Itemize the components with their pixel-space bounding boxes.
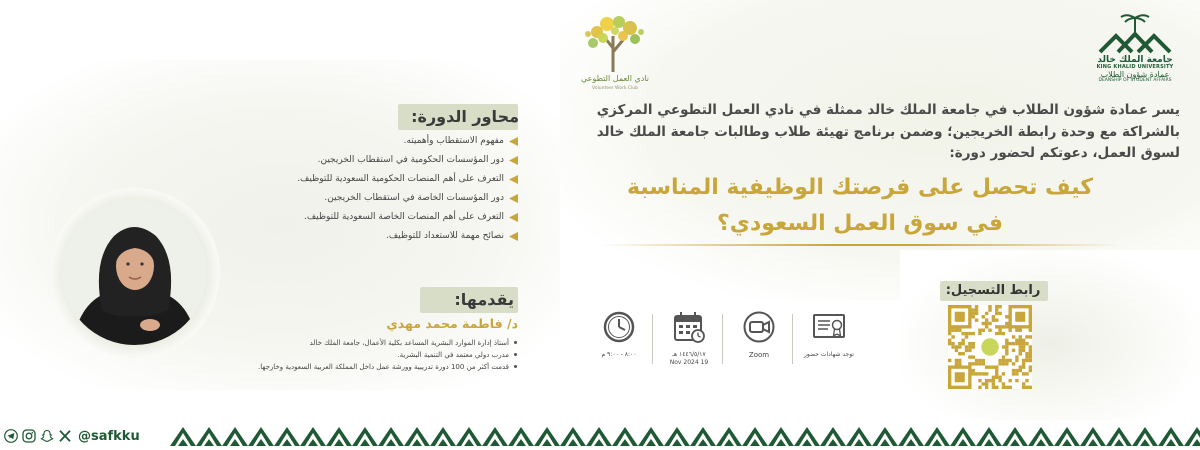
axes-item-text: دور المؤسسات الخاصة في استقطاب الخريجين. [324,193,504,203]
university-name-en: KING KHALID UNIVERSITY [1096,64,1174,71]
axes-title: محاور الدورة: [411,107,519,126]
university-name-ar: جامعة الملك خالد [1097,55,1173,65]
axes-item-text: التعرف على أهم المنصات الخاصة السعودية للتوظيف. [303,212,504,222]
axes-item [270,189,518,208]
presenter-title: يقدمها: [454,290,514,309]
instagram-icon[interactable] [22,429,36,443]
volunteer-club-logo [575,12,655,94]
invitation-line-2: بالشراكة مع وحدة رابطة الخريجين؛ وضمن برنامج تهيئة طلاب وطالبات جامعة الملك خالد [596,123,1180,140]
invitation-line-1: يسر عمادة شؤون الطلاب في جامعة الملك خالد ممثلة في نادي العمل التطوعي المركزي [596,102,1180,118]
platform-label: Zoom [748,351,770,359]
registration-title: رابط التسجيل: [945,283,1041,298]
certificate-info [800,308,858,378]
axes-item-text: نصائح مهمة للاستعداد للتوظيف. [385,231,504,241]
clock-icon [602,310,636,344]
social-handle[interactable]: @safkku [78,428,140,444]
social-bar [4,425,140,447]
info-separator [792,314,793,364]
invitation-text [560,100,1180,165]
axes-item-text: مفهوم الاستقطاب وأهميته. [403,136,504,146]
course-headline [600,170,1120,242]
date-info [660,308,718,378]
certificate-label: توجد شهادات حضور [804,351,854,358]
axes-item [270,132,518,151]
university-logo [1080,12,1190,92]
arrow-bullet-icon [509,194,518,203]
arrow-bullet-icon [509,156,518,165]
bio-item: مدرب دولي معتمد في التنمية البشرية. [200,349,518,361]
registration-qr-code[interactable] [948,305,1032,389]
presenter-portrait-icon [62,200,207,345]
date-gregorian: 19 Nov 2024 [669,359,709,366]
invitation-line-3: لسوق العمل، دعوتكم لحضور دورة: [949,145,1180,161]
presenter-photo [62,200,207,345]
bio-item: أستاذ إدارة الموارد البشرية المساعد بكلية الأعمال، جامعة الملك خالد [200,337,518,349]
headline-line-1: كيف تحصل على فرصتك الوظيفية المناسبة [627,175,1093,200]
volunteer-club-name-en: Volunteer Work Club [592,86,638,91]
axes-item-text: دور المؤسسات الحكومية في استقطاب الخريجين. [317,155,504,165]
axes-item-text: التعرف على أهم المنصات الحكومية السعودية للتوظيف. [297,174,504,184]
info-separator [722,314,723,364]
axes-item [270,170,518,189]
x-icon[interactable] [58,429,72,443]
deanship-name-ar: عمادة شؤون الطلاب [1100,69,1170,79]
arrow-bullet-icon [509,213,518,222]
video-camera-icon [742,310,776,344]
headline-divider [600,244,1120,246]
certificate-icon [812,310,846,344]
arrow-bullet-icon [509,232,518,241]
time-info [590,308,648,378]
axes-list [270,132,518,246]
axes-item [270,151,518,170]
decorative-border-pattern [170,424,1200,448]
presenter-bio [200,337,518,373]
info-separator [652,314,653,364]
volunteer-club-name-ar: نادي العمل التطوعي [581,74,649,83]
bio-item: قدمت أكثر من 100 دورة تدريبية وورشة عمل داخل المملكة العربية السعودية وخارجها. [200,361,518,373]
event-info-row [590,308,890,378]
arrow-bullet-icon [509,137,518,146]
axes-item [270,208,518,227]
snapchat-icon[interactable] [40,429,54,443]
headline-line-2: في سوق العمل السعودي؟ [717,211,1003,236]
date-label [660,351,718,367]
telegram-icon[interactable] [4,429,18,443]
arrow-bullet-icon [509,175,518,184]
date-hijri: ١٤٤٦/٥/١٧ هـ [672,351,706,358]
calendar-icon [672,310,706,344]
tree-logo-icon [575,12,655,74]
university-emblem-icon [1096,12,1174,56]
platform-info [730,308,788,378]
background-blob-qr [900,250,1200,420]
presenter-name: د/ فاطمة محمد مهدي [386,316,518,331]
time-label: ٨:٠٠ - ٩:٠٠ م [601,351,637,358]
deanship-name-en: DEANSHIP OF STUDENT AFFAIRS [1098,78,1172,84]
axes-item [270,227,518,246]
